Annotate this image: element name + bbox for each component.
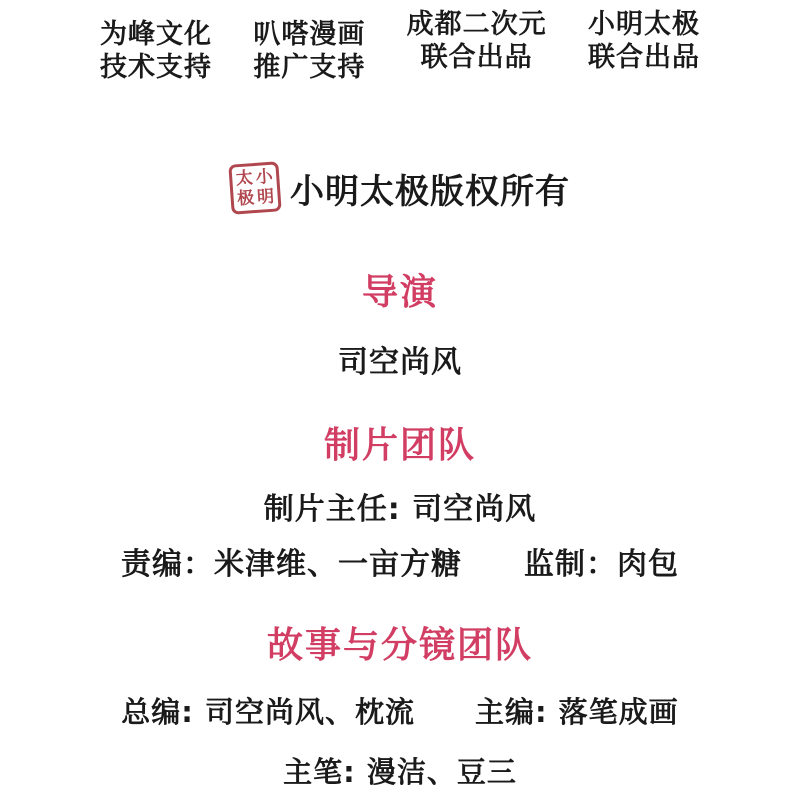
section-heading-director: 导演 (361, 272, 438, 313)
sponsor-bada-manhua (253, 18, 365, 84)
sponsor-name: 成都二次元 (406, 9, 547, 40)
credit-line-editors-supervisor: 责编：米津维、一亩方糖 监制：肉包 (121, 547, 679, 582)
sponsor-name: 叭嗒漫画 (253, 19, 366, 50)
sponsor-weifeng (100, 18, 212, 84)
seal-char: 小 (255, 166, 274, 188)
sponsor-chengdu-erciyuan (407, 8, 547, 84)
credit-line-chief-editors: 总编: 司空尚风、枕流 主编: 落笔成画 (121, 695, 679, 729)
sponsor-role: 技术支持 (100, 52, 212, 83)
copyright-row (0, 160, 800, 216)
seal-char: 太 (235, 168, 254, 190)
sponsor-name: 为峰文化 (100, 19, 212, 50)
copyright-text: 小明太极版权所有 (290, 171, 570, 212)
section-heading-story-storyboard-team: 故事与分镜团队 (266, 625, 533, 666)
credit-line-lead-artists: 主笔: 漫洁、豆三 (283, 755, 517, 789)
credit-line-director-name: 司空尚风 (338, 345, 462, 380)
xiaoming-taiji-seal-icon (228, 161, 281, 214)
seal-characters (234, 167, 277, 210)
sponsor-name: 小明太极 (587, 9, 700, 40)
seal-char: 极 (236, 188, 255, 210)
seal-char: 明 (256, 186, 275, 208)
sponsor-role: 联合出品 (420, 42, 533, 73)
credit-line-production-chief: 制片主任: 司空尚风 (263, 492, 537, 527)
section-heading-production-team: 制片团队 (323, 425, 476, 466)
sponsor-role: 联合出品 (587, 42, 700, 73)
sponsor-xiaoming-taiji (588, 8, 700, 84)
sponsor-row (0, 0, 800, 84)
sponsor-role: 推广支持 (253, 52, 366, 83)
